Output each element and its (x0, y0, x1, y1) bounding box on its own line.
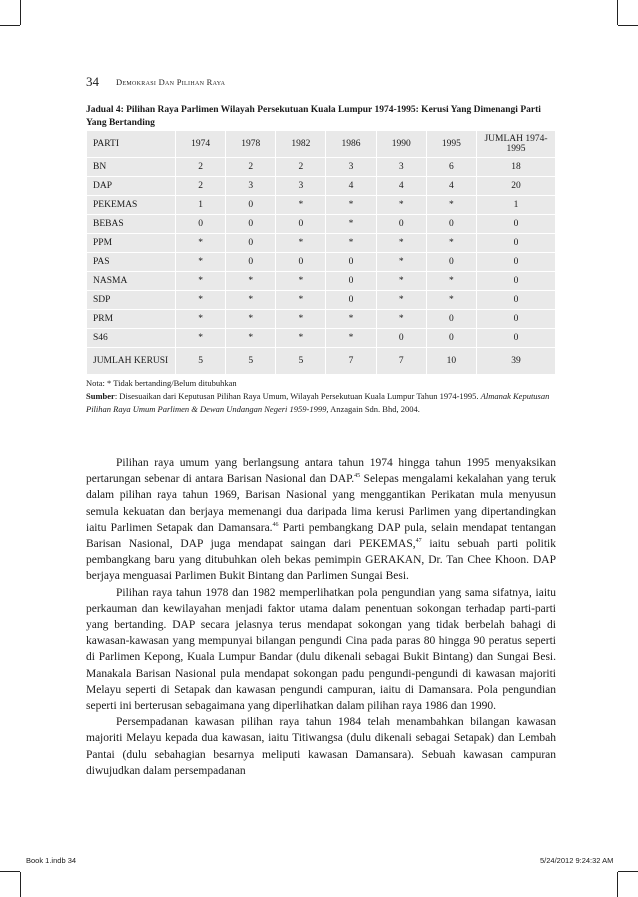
value-cell: 10 (426, 348, 476, 375)
table-row (87, 329, 556, 348)
source-title: Almanak Keputusan Pilihan Raya Umum Parlimen & Dewan Undangan Negeri 1959-1999, (86, 391, 550, 414)
value-cell: 6 (426, 158, 476, 177)
results-table (86, 130, 556, 375)
crop-mark-top-right-h (618, 25, 638, 26)
value-cell: 3 (376, 158, 426, 177)
footer-timestamp: 5/24/2012 9:24:32 AM (540, 856, 614, 865)
value-cell: 0 (376, 329, 426, 348)
crop-mark-bottom-left-v (20, 872, 21, 897)
party-cell: PRM (87, 310, 176, 329)
value-cell: * (326, 310, 376, 329)
table-row (87, 272, 556, 291)
table-row (87, 310, 556, 329)
value-cell: 0 (477, 253, 556, 272)
crop-mark-top-right-v (617, 0, 618, 25)
source-label: Sumber (86, 391, 115, 401)
value-cell: * (226, 272, 276, 291)
header-cell: 1982 (276, 131, 326, 158)
party-cell: PEKEMAS (87, 196, 176, 215)
header-cell: 1990 (376, 131, 426, 158)
source-line (86, 390, 556, 416)
value-cell: * (326, 234, 376, 253)
table-row (87, 215, 556, 234)
table-caption: Jadual 4: Pilihan Raya Parlimen Wilayah Persekutuan Kuala Lumpur 1974-1995: Kerusi Yang Dimenangi Parti Yang Bertanding (86, 105, 541, 128)
value-cell: * (176, 310, 226, 329)
value-cell: 0 (276, 253, 326, 272)
value-cell: * (176, 329, 226, 348)
table-header-row (87, 131, 556, 158)
note-line: Nota: * Tidak bertanding/Belum ditubuhkan (86, 378, 237, 388)
value-cell: 5 (226, 348, 276, 375)
footer-file-info: Book 1.indb 34 (26, 856, 77, 865)
value-cell: * (176, 234, 226, 253)
value-cell: * (176, 291, 226, 310)
value-cell: * (376, 253, 426, 272)
paragraph: Persempadanan kawasan pilihan raya tahun 1984 telah menambahkan bilangan kawasan majoriti Melayu kepada dua kawasan, iaitu Titiwangsa (dulu dikenali sebagai Setapak) dan Lembah Pantai (dulu sebahagian besarnya meliputi kawasan Damansara). Sebuah kawasan campuran diwujudkan dalam persempadanan (86, 716, 556, 777)
value-cell: * (376, 196, 426, 215)
table-row (87, 177, 556, 196)
value-cell: 20 (477, 177, 556, 196)
value-cell: * (376, 310, 426, 329)
crop-mark-top-left-v (20, 0, 21, 25)
value-cell: * (326, 196, 376, 215)
value-cell: * (276, 291, 326, 310)
value-cell: * (276, 272, 326, 291)
value-cell: * (326, 215, 376, 234)
value-cell: 0 (477, 234, 556, 253)
table-row (87, 196, 556, 215)
value-cell: 0 (426, 310, 476, 329)
table-row (87, 291, 556, 310)
crop-mark-bottom-right-h (618, 871, 638, 872)
value-cell: 0 (226, 196, 276, 215)
value-cell: 4 (426, 177, 476, 196)
value-cell: 0 (226, 234, 276, 253)
value-cell: 5 (176, 348, 226, 375)
value-cell: 0 (477, 272, 556, 291)
value-cell: 0 (426, 329, 476, 348)
value-cell: * (276, 234, 326, 253)
value-cell: 1 (176, 196, 226, 215)
value-cell: * (226, 291, 276, 310)
paragraph-text: iaitu sebuah parti politik pembangkang baru yang ditubuhkan oleh bekas pemimpin GERAKAN, Dr. Tan Chee Khoon. DAP berjaya menguasai Parlimen Bukit Bintang dan Parlimen Sungai Besi. (86, 538, 556, 583)
value-cell: 4 (376, 177, 426, 196)
value-cell: * (326, 329, 376, 348)
party-cell: SDP (87, 291, 176, 310)
value-cell: * (426, 272, 476, 291)
page-header (86, 74, 566, 90)
party-cell: BEBAS (87, 215, 176, 234)
table-row (87, 348, 556, 375)
value-cell: 2 (176, 158, 226, 177)
party-cell: JUMLAH KERUSI (87, 348, 176, 375)
value-cell: 0 (426, 253, 476, 272)
crop-mark-bottom-left-h (0, 871, 20, 872)
page-number: 34 (86, 74, 99, 89)
value-cell: 0 (477, 291, 556, 310)
header-cell: PARTI (87, 131, 176, 158)
value-cell: 7 (326, 348, 376, 375)
header-cell: JUMLAH 1974-1995 (477, 131, 556, 158)
source-publisher: Anzagain Sdn. Bhd, 2004. (328, 404, 420, 414)
party-cell: NASMA (87, 272, 176, 291)
value-cell: * (176, 253, 226, 272)
value-cell: 0 (326, 253, 376, 272)
body-text (86, 455, 556, 779)
crop-mark-bottom-right-v (617, 872, 618, 897)
paragraph (86, 455, 556, 585)
value-cell: 0 (326, 272, 376, 291)
table-row (87, 253, 556, 272)
table-row (87, 158, 556, 177)
paragraph: Pilihan raya tahun 1978 dan 1982 memperlihatkan pola pengundian yang sama sifatnya, iaitu perkauman dan kewilayahan menjadi faktor utama dalam penentuan sokongan terhadap parti-parti yang bertanding. DAP secara jelasnya terus mendapat sokongan yang tidak berbelah bahagi di kawasan-kawasan yang mempunyai bilangan pengundi Cina pada paras 80 hingga 90 peratus seperti di Parlimen Kepong, Kuala Lumpur Bandar (dulu dikenali sebagai Bukit Bintang) dan Sungai Besi. Manakala Barisan Nasional pula mendapat sokongan padu pengundi-pengundi di kawasan majoriti Melayu seperti di Setapak dan kawasan pengundi campuran, iaitu di Damansara. Pola pengundian seperti ini berterusan sebagaimana yang diperlihatkan dalam pilihan raya 1986 dan 1990. (86, 586, 556, 713)
value-cell: 0 (426, 215, 476, 234)
value-cell: * (276, 329, 326, 348)
paragraph-text: Parti pembangkang DAP pula, selain mendapat tentangan Barisan Nasional, DAP juga mendapat saingan dari PEKEMAS, (86, 521, 556, 551)
value-cell: 2 (276, 158, 326, 177)
footnote-ref: 45 (354, 473, 361, 480)
header-cell: 1974 (176, 131, 226, 158)
value-cell: 5 (276, 348, 326, 375)
value-cell: 0 (477, 215, 556, 234)
value-cell: 39 (477, 348, 556, 375)
value-cell: 3 (226, 177, 276, 196)
value-cell: * (376, 291, 426, 310)
party-cell: S46 (87, 329, 176, 348)
source-text: : Disesuaikan dari Keputusan Pilihan Raya Umum, Wilayah Persekutuan Kuala Lumpur Tahun 1974-1995. (114, 391, 479, 401)
value-cell: * (426, 234, 476, 253)
value-cell: 0 (226, 215, 276, 234)
value-cell: 0 (477, 329, 556, 348)
value-cell: 2 (226, 158, 276, 177)
value-cell: * (376, 234, 426, 253)
paragraph-text: Pilihan raya umum yang berlangsung antara tahun 1974 hingga tahun 1995 menyaksikan pertarungan sebenar di antara Barisan Nasional dan DAP. (86, 457, 556, 486)
value-cell: 3 (276, 177, 326, 196)
table-row (87, 234, 556, 253)
footnote-ref: 46 (272, 521, 279, 528)
header-cell: 1986 (326, 131, 376, 158)
value-cell: 7 (376, 348, 426, 375)
value-cell: * (276, 310, 326, 329)
value-cell: 2 (176, 177, 226, 196)
value-cell: 3 (326, 158, 376, 177)
value-cell: 0 (176, 215, 226, 234)
value-cell: 1 (477, 196, 556, 215)
footnote-ref: 47 (415, 538, 422, 545)
table-body (87, 158, 556, 375)
party-cell: BN (87, 158, 176, 177)
value-cell: * (226, 329, 276, 348)
value-cell: * (226, 310, 276, 329)
paragraph-text: Selepas mengalami kekalahan yang teruk dalam pilihan raya tahun 1969, Barisan Nasional yang menggantikan Perikatan mula menyusun semula kekuatan dan berjaya memenangi dua daripada lima kerusi Parlimen yang dipertandingkan iaitu Parlimen Setapak dan Damansara. (86, 473, 556, 534)
value-cell: * (426, 196, 476, 215)
value-cell: 0 (477, 310, 556, 329)
value-cell: * (276, 196, 326, 215)
value-cell: 0 (326, 291, 376, 310)
running-head: Demokrasi Dan Pilihan Raya (116, 77, 226, 87)
value-cell: 4 (326, 177, 376, 196)
header-cell: 1978 (226, 131, 276, 158)
table-notes (86, 377, 556, 416)
value-cell: 0 (226, 253, 276, 272)
value-cell: 0 (376, 215, 426, 234)
party-cell: DAP (87, 177, 176, 196)
crop-mark-top-left-h (0, 25, 20, 26)
value-cell: * (376, 272, 426, 291)
value-cell: 18 (477, 158, 556, 177)
value-cell: * (426, 291, 476, 310)
value-cell: * (176, 272, 226, 291)
header-cell: 1995 (426, 131, 476, 158)
value-cell: 0 (276, 215, 326, 234)
party-cell: PPM (87, 234, 176, 253)
party-cell: PAS (87, 253, 176, 272)
